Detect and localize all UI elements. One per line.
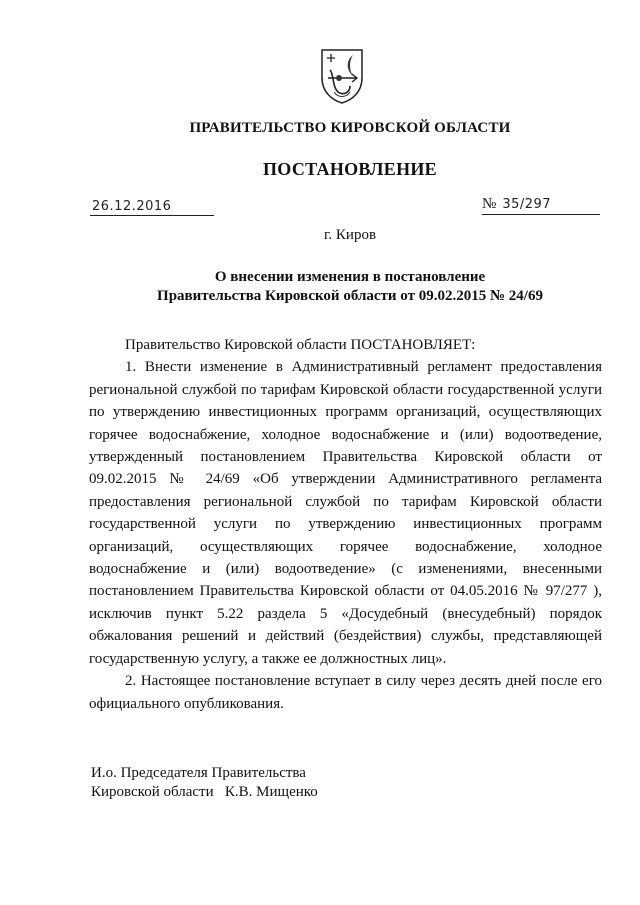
document-type-heading: ПОСТАНОВЛЕНИЕ [263,159,437,179]
number-sign: № [482,196,497,212]
document-body [89,334,602,715]
document-city: г. Киров [323,227,377,243]
organization-title: ПРАВИТЕЛЬСТВО КИРОВСКОЙ ОБЛАСТИ [189,120,511,136]
signatory-name: К.В. Мищенко [224,784,318,800]
signatory-position-line-2 [91,783,318,802]
subject-line-1: О внесении изменения в постановление [214,269,486,285]
signature-block [91,764,318,802]
coat-of-arms-icon [320,48,364,104]
paragraph-1: 1. Внести изменение в Административный регламент предоставления региональной службой по тарифам Кировской области государственной услуги по утверждению инвестиционных программ организаций, осуществляющих горячее водоснабжение, холодное водоснабжение и (или) водоотведение, утвержденный постановлением Правительства Кировской области от 09.02.2015 № 24/69 «Об утверждении Административного регламента предоставления региональной службой по тарифам Кировской области государственной услуги по утверждению инвестиционных программ организаций, осуществляющих горячее водоснабжение, холодное водоснабжение и (или) водоотведение» (с изменениями, внесенными постановлением Правительства Кировской области от 04.05.2016 № 97/277 ), исключив пункт 5.22 раздела 5 «Досудебный (внесудебный) порядок обжалования решений и действий (бездействия) службы, представляющей государственную услугу, а также ее должностных лиц». [89,359,602,667]
signatory-position-line-1: И.о. Председателя Правительства [91,765,306,781]
subject-line-2: Правительства Кировской области от 09.02.2015 № 24/69 [157,288,543,304]
document-number-field [482,196,600,215]
signatory-region: Кировской области [91,784,214,800]
document-subject [0,268,640,306]
resolution-lead: Правительство Кировской области ПОСТАНОВЛЯЕТ: [125,337,476,353]
document-date: 26.12.2016 [90,199,214,216]
paragraph-2: 2. Настоящее постановление вступает в силу через десять дней после его официального опубликования. [89,673,602,712]
document-number: 35/297 [502,197,552,212]
